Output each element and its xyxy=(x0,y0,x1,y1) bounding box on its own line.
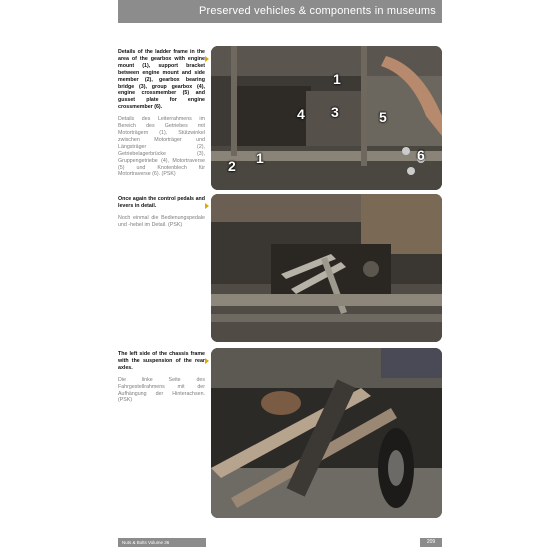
caption-3 xyxy=(118,351,205,404)
label-gearbox-bearing-bridge: 3 xyxy=(331,104,339,120)
caption-1-english: Details of the ladder frame in the area of the gearbox with engine mount (1), support bracket between engine mount and side member (2), gearbox bearing bridge (3), group gearbox (4), engine crossmember (5) and gusset plate for engine crossmember (6). xyxy=(118,49,205,111)
photo-control-pedals xyxy=(211,194,442,342)
footer-publication: Nuts & Bolts Volume 36 xyxy=(118,538,206,547)
photo-ladder-frame xyxy=(211,46,442,190)
caption-2 xyxy=(118,196,205,229)
label-group-gearbox: 4 xyxy=(297,106,305,122)
caption-2-german: Noch einmal die Bedienungspedale und -hebel im Detail. (PSK) xyxy=(118,214,205,228)
header-bar xyxy=(118,0,442,23)
caption-2-arrow-icon xyxy=(205,203,209,209)
label-gusset-plate: 6 xyxy=(417,147,425,163)
caption-1-arrow-icon xyxy=(205,56,209,62)
page-number: 209 xyxy=(420,538,442,547)
caption-1-german: Details des Leiterrahmens im Bereich des Getriebes mit Motorträgern (1), Stützwinkel zwischen Motorträger und Längsträger (2), Getriebelagerbrücke (3), Gruppengetriebe (4), Motortraverse (5) und Knotenblech für Motortraverse (6). (PSK) xyxy=(118,116,205,178)
photo-chassis-left-side xyxy=(211,348,442,518)
caption-3-english: The left side of the chassis frame with the suspension of the rear axles. xyxy=(118,351,205,371)
caption-2-english: Once again the control pedals and levers in detail. xyxy=(118,196,205,209)
caption-3-arrow-icon xyxy=(205,358,209,364)
caption-1 xyxy=(118,49,205,178)
label-engine-mount-bottom: 1 xyxy=(256,150,264,166)
label-engine-mount-top: 1 xyxy=(333,71,341,87)
section-title: Preserved vehicles & components in museums xyxy=(198,5,436,17)
caption-3-german: Die linke Seite des Fahrgestellrahmens mit der Aufhängung der Hinterachsen. (PSK) xyxy=(118,376,205,404)
label-engine-crossmember: 5 xyxy=(379,109,387,125)
label-support-bracket: 2 xyxy=(228,158,236,174)
